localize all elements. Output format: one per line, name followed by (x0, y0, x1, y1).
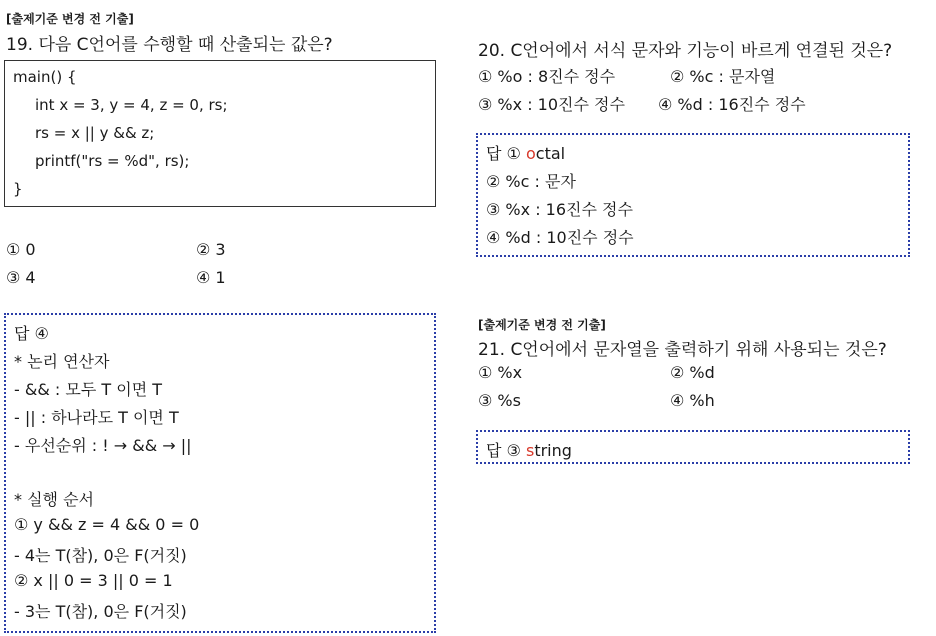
answer-line: - 4는 T(참), 0은 F(거짓) (14, 546, 187, 565)
q21-answer-line (486, 438, 572, 461)
q21-option-4: ④ %h (670, 391, 715, 410)
code-line: printf("rs = %d", rs); (35, 152, 190, 170)
answer-line: 답 ④ (14, 324, 49, 343)
q19-option-1: ① 0 (6, 240, 36, 259)
answer-line: ② x || 0 = 3 || 0 = 1 (14, 571, 173, 590)
answer-line: - || : 하나라도 T 이면 T (14, 408, 179, 427)
q21-title: 21. C언어에서 문자열을 출력하기 위해 사용되는 것은? (478, 340, 887, 360)
answer-line: - 3는 T(참), 0은 F(거짓) (14, 602, 187, 621)
q20-answer-box (476, 133, 910, 257)
answer-line: - 우선순위 : ! → && → || (14, 436, 192, 455)
q19-option-4: ④ 1 (196, 268, 226, 287)
answer-prefix: 답 ① (486, 144, 526, 163)
answer-line: ② %c : 문자 (486, 172, 576, 191)
q21-source-tag: [출제기준 변경 전 기출] (478, 318, 606, 332)
q21-option-3: ③ %s (478, 391, 521, 410)
q20-option-1: ① %o : 8진수 정수 (478, 67, 616, 86)
answer-line: * 논리 연산자 (14, 352, 110, 371)
q20-option-2: ② %c : 문자열 (670, 67, 776, 86)
highlight-letter: o (525, 144, 536, 163)
q21-answer-box (476, 430, 910, 464)
highlight-letter: s (525, 441, 535, 460)
code-line: rs = x || y && z; (35, 124, 155, 142)
q19-option-3: ③ 4 (6, 268, 36, 287)
q19-source-tag: [출제기준 변경 전 기출] (6, 12, 134, 26)
code-line: int x = 3, y = 4, z = 0, rs; (35, 96, 228, 114)
answer-line: - && : 모두 T 이면 T (14, 380, 163, 399)
q20-option-4: ④ %d : 16진수 정수 (658, 95, 806, 114)
code-block (4, 60, 436, 207)
code-line: main() { (13, 68, 77, 86)
answer-prefix: 답 ③ (486, 441, 526, 460)
answer-rest: ctal (535, 144, 566, 163)
code-line: } (13, 180, 23, 198)
q20-answer-line (486, 141, 565, 164)
q20-option-3: ③ %x : 10진수 정수 (478, 95, 625, 114)
q20-title: 20. C언어에서 서식 문자와 기능이 바르게 연결된 것은? (478, 41, 893, 61)
q19-title: 19. 다음 C언어를 수행할 때 산출되는 값은? (6, 35, 333, 55)
q19-option-2: ② 3 (196, 240, 226, 259)
q21-option-1: ① %x (478, 363, 523, 382)
q21-option-2: ② %d (670, 363, 715, 382)
answer-line: ① y && z = 4 && 0 = 0 (14, 515, 200, 534)
answer-line: ③ %x : 16진수 정수 (486, 200, 633, 219)
q19-answer-box (4, 313, 436, 633)
answer-line: * 실행 순서 (14, 490, 94, 509)
answer-line: ④ %d : 10진수 정수 (486, 228, 634, 247)
answer-rest: tring (534, 441, 572, 460)
